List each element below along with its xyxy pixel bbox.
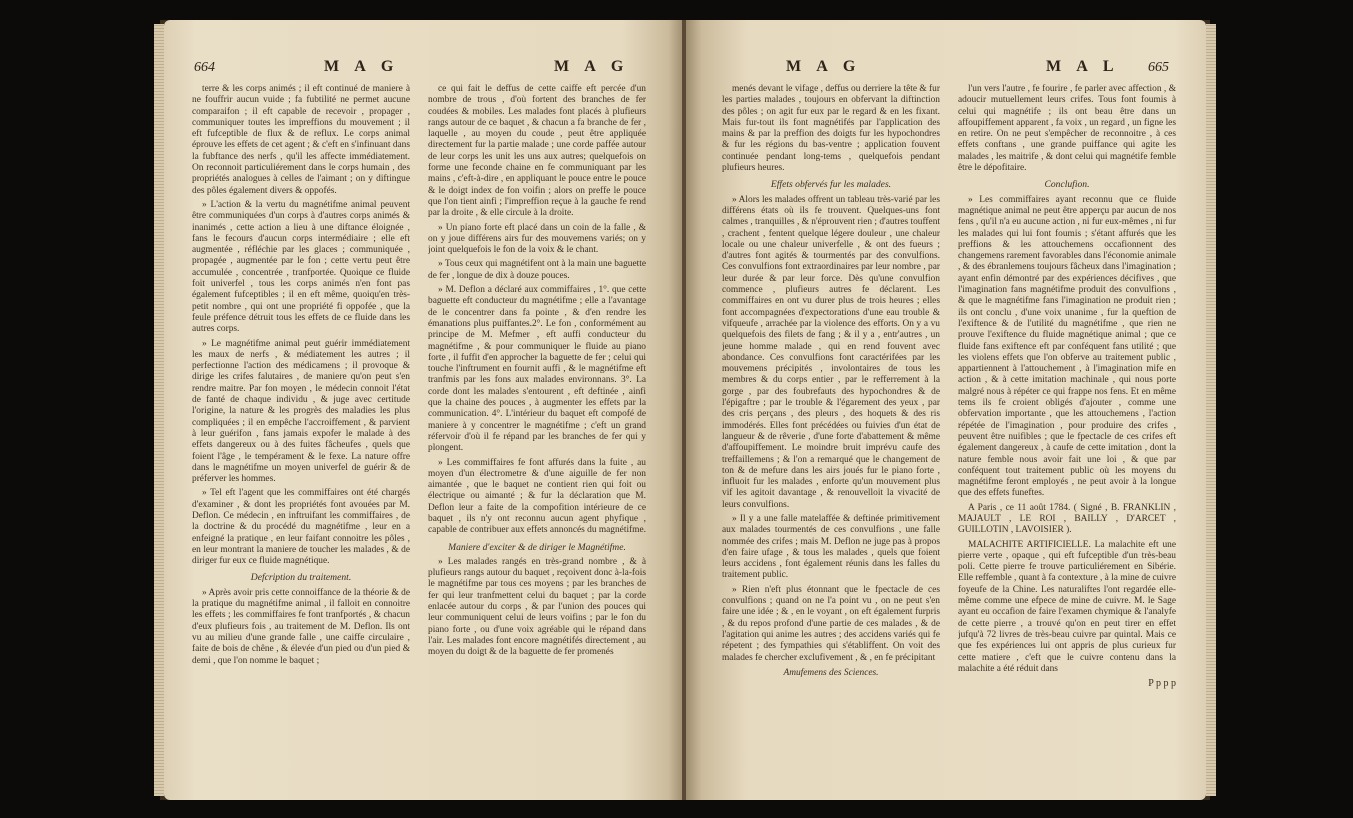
paragraph: » Les malades rangés en très-grand nombre , & à plufieurs rangs autour du baquet , reçoivent donc à-la-fois le magnétifme par tous ces moyens ; par les branches de fer qui leur tranfmettent celui du baquet ; par la corde enlacée autour du corps , & par l'union des pouces qui leur communiquent celui de leurs voifins ; par le fon du piano forte , ou d'une voix agréable qui le répand dans l'air. Les malades font encore magnétifés directement , au moyen du doigt & de la baguette de fer promenés [428, 556, 646, 658]
left-page-column-1 [192, 84, 410, 784]
left-page-column-2 [428, 84, 646, 784]
paragraph: ce qui fait le deffus de cette caiffe eft percée d'un nombre de trous , d'où fortent des branches de fer coudées & mobiles. Les malades font placés à plufieurs rangs autour de ce baquet , & chacun a fa branche de fer , laquelle , au moyen du coude , peut être appliquée directement fur la partie malade ; une corde paffée autour de leur corps les unit les uns aux autres; quelquefois on forme une feconde chaine en fe communiquant par les mains , c'eft-à-dire , en appliquant le pouce entre le pouce & le doigt index de fon voifin ; alors on preffe le pouce que l'on tient ainfi ; l'impreffion reçue à la gauche fe rend par la droite , & elle circule à la droite. [428, 84, 646, 219]
paragraph: » Il y a une falle matelaffée & deftinée primitivement aux malades tourmentés de ces convulfions , une falle nommée des crifes ; mais M. Deflon ne juge pas à propos d'en faire ufage , & tous les malades , quels que foient leurs accidens , font également réunis dans les falles du traitement public. [722, 513, 940, 581]
right-page-running-head-left: M A G [786, 58, 862, 75]
paragraph: » Les commiffaires fe font affurés dans la fuite , au moyen d'un électrometre & d'une aiguille de fer non aimantée , que le baquet ne contient rien qui foit ou électrique ou aimanté ; & fur la déclaration que M. Deflon leur a faite de la compofition intérieure de ce baquet , ils n'y ont reconnu aucun agent phyfique , capable de contribuer aux effets annoncés du magnétifme. [428, 457, 646, 536]
left-page [164, 20, 684, 800]
right-page [686, 20, 1206, 800]
section-heading: Conclufion. [1044, 179, 1090, 191]
section-heading: Maniere d'exciter & de diriger le Magnétifme. [448, 541, 626, 553]
section-heading: Effets obfervés fur les malades. [770, 179, 892, 191]
signature-paragraph: A Paris , ce 11 août 1784. ( Signé , B. FRANKLIN , MAJAULT , LE ROI , BAILLY , D'ARCET , GUILLOTIN , LAVOISIER ). [958, 502, 1176, 536]
right-page-column-2 [958, 84, 1176, 784]
left-page-edges [154, 24, 164, 796]
paragraph: MALACHITE ARTIFICIELLE. La malachite eft une pierre verte , opaque , qui eft fufceptible d'un très-beau poli. Cette pierre fe trouve particuliérement en Sibérie. Elle reffemble , quant à fa contexture , à la mine de cuivre foyeufe de la Chine. Les naturaliftes l'ont regardée elle-même comme une efpece de mine de cuivre. M. le Sage ayant eu occafion de faire l'examen chymique & l'analyfe de cette pierre , a trouvé qu'on en peut tirer en effet jufqu'à 72 livres de très-beau cuivre par quintal. Mais ce que fes expériences lui ont appris de plus curieux fur cette matiere , c'eft que le cuivre contenu dans la malachite a été réduit dans [958, 539, 1176, 674]
paragraph: » Le magnétifme animal peut guérir immédiatement les maux de nerfs , & médiatement les autres ; il perfectionne l'action des médicamens ; il provoque & dirige les crifes falutaires , de maniere qu'on peut s'en rendre maitre. Par fon moyen , le médecin connoit l'état de fanté de chaque individu , & juge avec certitude l'origine, la nature & les progrès des maladies les plus compliquées ; il en empêche l'accroiffement , & parvient à leur guérifon , fans jamais expofer le malade à des effets dangereux ou à des fuites fâcheufes , quels que foient l'âge , le tempérament & le fexe. La nature offre dans le magnétifme un moyen univerfel de guérir & de préferver les hommes. [192, 338, 410, 485]
left-page-number: 664 [194, 60, 215, 75]
paragraph: » Tous ceux qui magnétifent ont à la main une baguette de fer , longue de dix à douze pouces. [428, 259, 646, 281]
open-book [160, 20, 1210, 800]
paragraph: » Rien n'eft plus étonnant que le fpectacle de ces convulfions ; quand on ne l'a point vu , on ne peut s'en faire une idée ; & , en le voyant , on eft également furpris , & du repos profond d'une partie de ces malades , & de l'agitation qui anime les autres ; des accidens variés qui fe répetent ; des fympathies qui s'établiffent. On voit des malades fe chercher exclufivement , & , en fe précipitant [722, 584, 940, 663]
signature-mark: P p p p [1148, 678, 1176, 690]
paragraph: terre & les corps animés ; il eft continué de maniere à ne fouffrir aucun vuide ; fa fubtilité ne permet aucune comparaifon ; il eft capable de recevoir , propager , communiquer toutes les impreffions du mouvement ; il eft fufceptible de flux & de reflux. Le corps animal éprouve les effets de cet agent ; & c'eft en s'infinuant dans la fubftance des nerfs , qu'il les affecte immédiatement. On reconnoit particuliérement dans le corps humain , des propriétés analogues à celles de l'aimant ; on y diftingue des pôles également divers & oppofés. [192, 84, 410, 196]
right-page-column-1 [722, 84, 940, 784]
paragraph: » M. Deflon a déclaré aux commiffaires , 1°. que cette baguette eft conducteur du magnétifme ; elle a l'avantage de le concentrer dans fa pointe , & d'en rendre les émanations plus puiffantes.2°. Le fon , conformément au principe de M. Mefmer , eft auffi conducteur du magnétifme , & pour communiquer le fluide au piano forte , il fuffit d'en approcher la baguette de fer ; celui qui touche l'inftrument en fournit auffi , & le magnétifme eft tranfmis par les fons aux malades environnans. 3°. La corde dont les malades s'entourent , eft deftinée , ainfi que la chaine des pouces , à augmenter les effets par la communication. 4°. L'intérieur du baquet eft compofé de maniere à y concentrer le magnétifme ; c'eft un grand réfervoir d'où il fe répand par les branches de fer qui y plongent. [428, 285, 646, 454]
paragraph: » Tel eft l'agent que les commiffaires ont été chargés d'examiner , & dont les propriétés font avouées par M. Deflon. Ce médecin , en inftruifant les commiffaires , de la doctrine & du procédé du magnétifme , leur en a enfeigné la pratique , en leur faifant connoitre les pôles , en leur montrant la maniere de toucher les malades , & de diriger fur eux ce fluide magnétique. [192, 488, 410, 567]
catchword-footer: Amufemens des Sciences. [783, 667, 879, 678]
right-page-number: 665 [1148, 60, 1169, 75]
right-page-edges [1206, 24, 1216, 796]
paragraph: » Un piano forte eft placé dans un coin de la falle , & on y joue différens airs fur des mouvemens variés; on y joint quelquefois le fon de la voix & le chant. [428, 222, 646, 256]
paragraph: l'un vers l'autre , fe fourire , fe parler avec affection , & adoucir mutuellement leurs crifes. Tous font foumis à celui qui magnétife ; ils ont beau être dans un affoupiffement apparent , fa voix , un regard , un figne les en retire. On ne peut s'empêcher de reconnoitre , à ces effets conftans , une grande puiffance qui agite les malades , les maitrife , & dont celui qui magnétife femble être le dépofitaire. [958, 84, 1176, 174]
left-page-running-head-left: M A G [324, 58, 400, 75]
paragraph: » Après avoir pris cette connoiffance de la théorie & de la pratique du magnétifme animal , il falloit en connoitre les effets ; les commiffaires fe font tranfportés , & chacun d'eux plufieurs fois , au traitement de M. Deflon. Ils ont vu au milieu d'une grande falle , une caiffe circulaire , faite de bois de chêne , & élevée d'un pied ou d'un pied & demi , que l'on nomme le baquet ; [192, 587, 410, 666]
section-heading: Defcription du traitement. [250, 572, 352, 584]
paragraph: » Alors les malades offrent un tableau très-varié par les différens états où ils fe trouvent. Quelques-uns font calmes , tranquilles , & n'éprouvent rien ; d'autres touffent , crachent , fentent quelque légere douleur , une chaleur locale ou une chaleur univerfelle , & ont des fueurs ; d'autres font agités & tourmentés par des convulfions. Ces convulfions font extraordinaires par leur nombre , par leur durée & par leur force. Dès qu'une convulfion commence , plufieurs autres fe déclarent. Les commiffaires en ont vu durer plus de trois heures ; elles font accompagnées d'expectorations d'une eau trouble & vifqueufe , arrachée par la violence des efforts. On y a vu quelquefois des filets de fang ; & il y a , entr'autres , un jeune homme malade , qui en rend fouvent avec abondance. Ces convulfions font caractérifées par les mouvemens précipités , involontaires de tous les membres & du corps entier , par le refferrement à la gorge , par des foubrefauts des hypochondres & de l'épigaftre ; par le trouble & l'égarement des yeux , par des cris perçans , des pleurs , des hoquets & des ris immodérés. Elles font précédées ou fuivies d'un état de langueur & de rêverie , d'une forte d'abattement & même d'affoupiffement. Le moindre bruit imprévu caufe des treffaillemens ; & l'on a remarqué que le changement de ton & de mefure dans les airs joués fur le piano forte , influoit fur les malades , enforte qu'un mouvement plus vif les agitoit davantage , & renouvelloit la vivacité de leurs convulfions. [722, 194, 940, 510]
paragraph: » L'action & la vertu du magnétifme animal peuvent être communiquées d'un corps à d'autres corps animés & inanimés , cette action a lieu à une diftance éloignée , fans le fecours d'aucun corps intermédiaire ; elle eft augmentée , réfléchie par les glaces ; communiquée , propagée , augmentée par le fon ; cette vertu peut être accumulée , concentrée , tranfportée. Quoique ce fluide foit univerfel , tous les corps animés n'en font pas également fufceptibles ; il en eft même, quoiqu'en très-petit nombre , qui ont une propriété fi oppofée , que la feule préfence détruit tous les effets de ce fluide dans les autres corps. [192, 199, 410, 335]
left-page-running-head-right: M A G [554, 58, 630, 75]
right-page-running-head-right: M A L [1046, 58, 1120, 75]
paragraph: » Les commiffaires ayant reconnu que ce fluide magnétique animal ne peut être apperçu par aucun de nos fens , qu'il n'a eu aucune action , ni fur eux-mêmes , ni fur les malades qui lui font foumis ; s'étant affurés que les preffions & les attouchemens occafionnent des changemens rarement favorables dans l'économie animale , & des ébranlemens toujours fâcheux dans l'imagination ; ayant enfin démontré par des expériences décifives , que l'imagination fans magnétifme produit des convulfions , & que le magnétifme fans l'imagination ne produit rien ; ils ont conclu , d'une voix unanime , fur la queftion de l'exiftence & de l'utilité du magnétifme , que rien ne prouve l'exiftence du fluide magnétique animal ; que ce fluide fans exiftence eft par conféquent fans utilité ; que les violens effets que l'on obferve au traitement public , appartiennent à l'attouchement , à l'imagination mife en action , & à cette imitation machinale , qui nous porte malgré nous à répéter ce qui frappe nos fens. Et en même tems ils fe croient obligés d'ajouter , comme une obfervation importante , que les attouchemens , l'action répétée de l'imagination , pour produire des crifes , peuvent être nuifibles ; que le fpectacle de ces crifes eft également dangereux , à caufe de cette imitation , dont la nature femble nous avoir fait une loi , & que par conféquent tout traitement public où les moyens du magnétifme feront employés , ne peut avoir à la longue que des effets funeftes. [958, 194, 1176, 499]
paragraph: menés devant le vifage , deffus ou derriere la tête & fur les parties malades , toujours en obfervant la diftinction des pôles ; on agit fur eux par le regard & en les fixant. Mais fur-tout ils font magnétifés par l'application des mains & par la preffion des doigts fur les hypochondres & fur les régions du bas-ventre ; application fouvent continuée pendant long-tems , quelquefois pendant plufieurs heures. [722, 84, 940, 174]
